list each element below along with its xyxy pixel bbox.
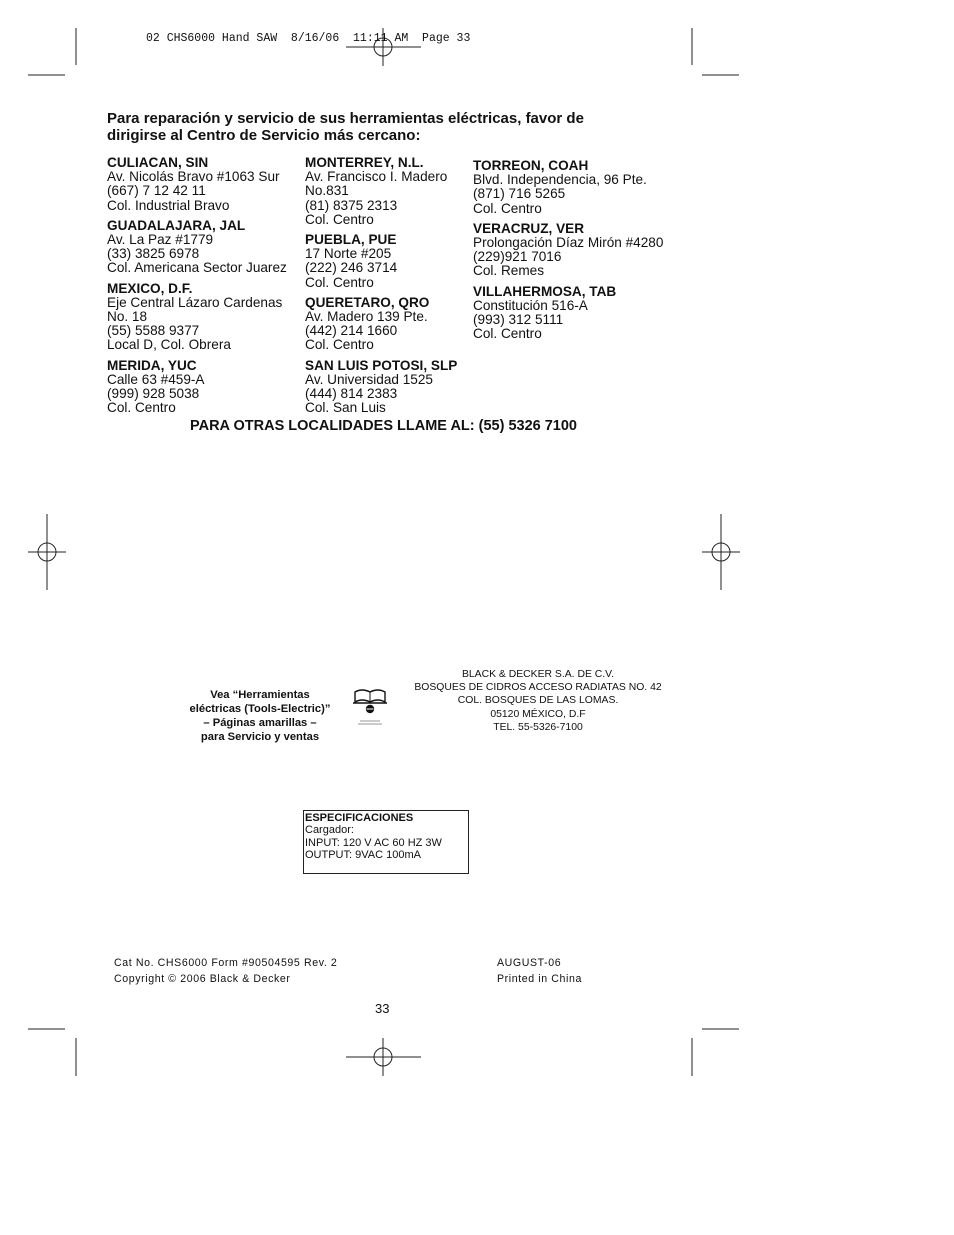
service-center-entry (107, 359, 287, 416)
yellow-pages-line: Vea “Herramientas (210, 689, 310, 701)
service-center-city: QUERETARO, QRO (305, 294, 430, 310)
service-center-city: MERIDA, YUC (107, 357, 197, 373)
service-center-entry (473, 285, 663, 342)
service-center-detail: Av. La Paz #1779 (107, 232, 214, 248)
yellow-pages-note (176, 688, 344, 744)
service-center-detail: Col. Centro (473, 326, 542, 342)
service-center-detail: Col. Centro (473, 200, 542, 216)
service-center-city: TORREON, COAH (473, 158, 589, 173)
service-center-city: CULIACAN, SIN (107, 155, 209, 170)
service-center-detail: Col. Americana Sector Juarez (107, 260, 287, 276)
service-center-detail: (229)921 7016 (473, 249, 562, 265)
catalog-number: Cat No. CHS6000 Form #90504595 Rev. 2 (114, 957, 338, 969)
service-center-city: VERACRUZ, VER (473, 220, 585, 236)
yellow-pages-line: para Servicio y ventas (200, 731, 320, 743)
service-center-detail: Col. Centro (305, 337, 374, 353)
service-center-entry (305, 233, 457, 290)
service-center-detail: No. 18 (107, 309, 148, 325)
service-center-detail: (667) 7 12 42 11 (107, 183, 206, 199)
service-center-detail: Col. Remes (473, 263, 545, 279)
specifications-box (303, 810, 469, 874)
service-center-entry (107, 156, 287, 213)
printed-in: Printed in China (497, 973, 582, 985)
service-center-detail: Blvd. Independencia, 96 Pte. (473, 172, 647, 188)
service-center-detail: Eje Central Lázaro Cardenas (107, 294, 283, 310)
service-center-detail: No.831 (305, 183, 349, 199)
service-center-city: VILLAHERMOSA, TAB (473, 283, 617, 299)
service-center-detail: (33) 3825 6978 (107, 246, 200, 262)
service-center-detail: (999) 928 5038 (107, 386, 200, 402)
service-center-city: SAN LUIS POTOSI, SLP (305, 357, 458, 373)
service-center-detail: Av. Nicolás Bravo #1063 Sur (107, 169, 280, 185)
page-number: 33 (375, 1001, 390, 1016)
service-center-city: MONTERREY, N.L. (305, 155, 424, 170)
service-center-entry (107, 282, 287, 353)
service-center-detail: Col. Centro (305, 211, 374, 227)
service-center-detail: Col. Industrial Bravo (107, 197, 230, 213)
service-center-detail: Prolongación Díaz Mirón #4280 (473, 235, 664, 251)
service-center-entry (305, 156, 457, 227)
company-phone: TEL. 55-5326-7100 (493, 721, 583, 733)
company-street: BOSQUES DE CIDROS ACCESO RADIATAS NO. 42 (414, 682, 662, 694)
registration-mark-right (702, 514, 740, 590)
company-colonia: COL. BOSQUES DE LAS LOMAS. (457, 695, 619, 707)
service-center-detail: Calle 63 #459-A (107, 371, 205, 387)
service-center-entry (107, 219, 287, 276)
registration-mark-left (28, 514, 66, 590)
slug-line: 02 CHS6000 Hand SAW 8/16/06 11:11 AM Page 33 (146, 32, 471, 45)
yellow-pages-book-icon (352, 686, 388, 732)
service-center-detail: Col. San Luis (305, 400, 386, 416)
service-center-entry (305, 296, 457, 353)
service-center-entry (473, 159, 663, 216)
service-heading: Para reparación y servicio de sus herramientas eléctricas, favor de dirigirse al Centro de Servicio más cercano: (107, 110, 584, 144)
service-center-detail: Constitución 516-A (473, 297, 588, 313)
service-center-city: MEXICO, D.F. (107, 280, 193, 296)
service-center-detail: (222) 246 3714 (305, 260, 398, 276)
service-center-detail: (444) 814 2383 (305, 386, 398, 402)
spec-line: INPUT: 120 V AC 60 HZ 3W (305, 836, 442, 849)
service-center-detail: Col. Centro (305, 274, 374, 290)
company-postal: 05120 MÉXICO, D.F (490, 708, 586, 720)
spec-line: Cargador: (305, 824, 354, 837)
service-center-detail: Col. Centro (107, 400, 176, 416)
service-center-detail: Av. Francisco I. Madero (305, 169, 448, 185)
service-center-detail: (442) 214 1660 (305, 323, 398, 339)
print-date: AUGUST-06 (497, 957, 562, 969)
service-center-detail: (81) 8375 2313 (305, 197, 398, 213)
service-center-detail: (993) 312 5111 (473, 312, 564, 328)
specifications-title: ESPECIFICACIONES (305, 812, 414, 824)
copyright: Copyright © 2006 Black & Decker (114, 973, 291, 985)
other-locations-phone: PARA OTRAS LOCALIDADES LLAME AL: (55) 5326 7100 (190, 418, 577, 434)
service-center-detail: 17 Norte #205 (305, 246, 392, 262)
service-column-3 (473, 159, 663, 347)
service-center-detail: (871) 716 5265 (473, 186, 566, 202)
company-name: BLACK & DECKER S.A. DE C.V. (461, 669, 615, 680)
yellow-pages-line: eléctricas (Tools-Electric)” (189, 703, 331, 715)
service-center-city: GUADALAJARA, JAL (107, 217, 246, 233)
spec-line: OUTPUT: 9VAC 100mA (305, 848, 421, 861)
service-center-detail: Av. Madero 139 Pte. (305, 309, 428, 325)
service-center-detail: Local D, Col. Obrera (107, 337, 231, 353)
company-address (404, 668, 672, 734)
service-column-2 (305, 156, 457, 421)
service-center-entry (305, 359, 457, 416)
service-column-1 (107, 156, 287, 421)
registration-mark-bottom (346, 1038, 421, 1076)
footer-left (114, 955, 337, 987)
footer-right (497, 955, 582, 987)
service-center-detail: (55) 5588 9377 (107, 323, 200, 339)
yellow-pages-line: – Páginas amarillas – (203, 717, 317, 729)
service-center-city: PUEBLA, PUE (305, 232, 397, 248)
service-center-entry (473, 222, 663, 279)
service-center-detail: Av. Universidad 1525 (305, 371, 433, 387)
